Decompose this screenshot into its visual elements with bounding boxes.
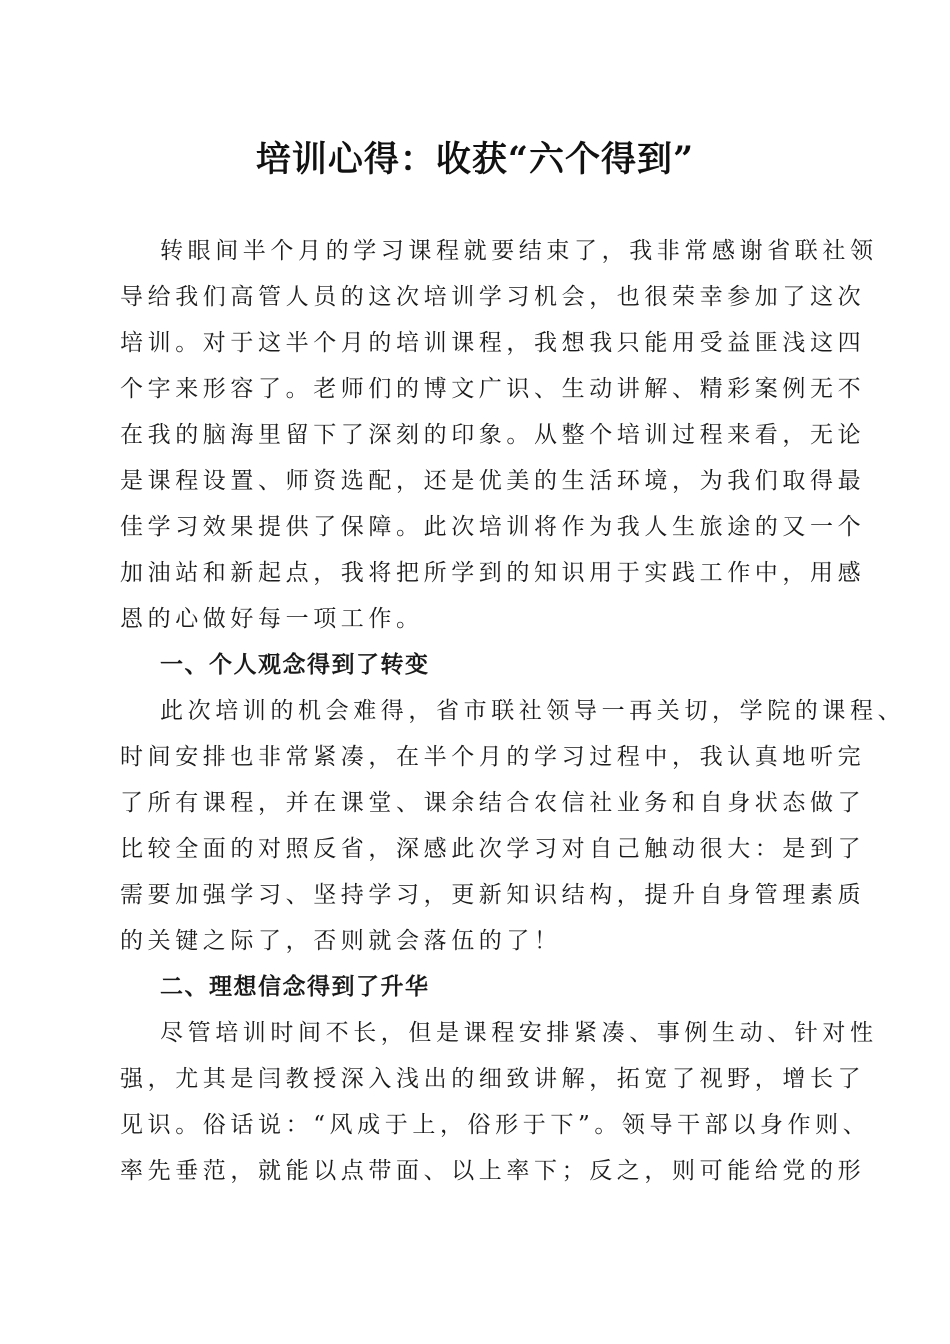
text-line: 此次培训的机会难得，省市联社领导一再关切，学院的课程、 xyxy=(160,698,906,724)
text-line: 转眼间半个月的学习课程就要结束了，我非常感谢省联社领 xyxy=(160,238,878,264)
section-heading-1: 一、个人观念得到了转变 xyxy=(160,652,430,678)
paragraph-section-1 xyxy=(120,688,906,964)
text-line: 在我的脑海里留下了深刻的印象。从整个培训过程来看，无论 xyxy=(120,422,866,448)
document-body xyxy=(120,228,906,1194)
text-line: 率先垂范，就能以点带面、以上率下；反之，则可能给党的形 xyxy=(120,1158,866,1184)
text-line: 佳学习效果提供了保障。此次培训将作为我人生旅途的又一个 xyxy=(120,514,866,540)
text-line: 的关键之际了，否则就会落伍的了！ xyxy=(120,928,562,954)
text-line: 见识。俗话说：“风成于上，俗形于下”。领导干部以身作则、 xyxy=(120,1112,871,1138)
section-heading-2: 二、理想信念得到了升华 xyxy=(160,974,430,1000)
document-title: 培训心得：收获“六个得到” xyxy=(255,139,695,180)
text-line: 个字来形容了。老师们的博文广识、生动讲解、精彩案例无不 xyxy=(120,376,866,402)
paragraph-intro xyxy=(120,228,878,642)
text-line: 加油站和新起点，我将把所学到的知识用于实践工作中，用感 xyxy=(120,560,866,586)
text-line: 尽管培训时间不长，但是课程安排紧凑、事例生动、针对性 xyxy=(160,1020,878,1046)
text-line: 是课程设置、师资选配，还是优美的生活环境，为我们取得最 xyxy=(120,468,866,494)
text-line: 比较全面的对照反省，深感此次学习对自己触动很大：是到了 xyxy=(120,836,866,862)
paragraph-section-2 xyxy=(120,1010,878,1194)
text-line: 强，尤其是闫教授深入浅出的细致讲解，拓宽了视野，增长了 xyxy=(120,1066,866,1092)
text-line: 了所有课程，并在课堂、课余结合农信社业务和自身状态做了 xyxy=(120,790,866,816)
text-line: 需要加强学习、坚持学习，更新知识结构，提升自身管理素质 xyxy=(120,882,866,908)
text-line: 恩的心做好每一项工作。 xyxy=(120,606,424,632)
text-line: 时间安排也非常紧凑，在半个月的学习过程中，我认真地听完 xyxy=(120,744,866,770)
text-line: 培训。对于这半个月的培训课程，我想我只能用受益匪浅这四 xyxy=(120,330,866,356)
text-line: 导给我们高管人员的这次培训学习机会，也很荣幸参加了这次 xyxy=(120,284,866,310)
